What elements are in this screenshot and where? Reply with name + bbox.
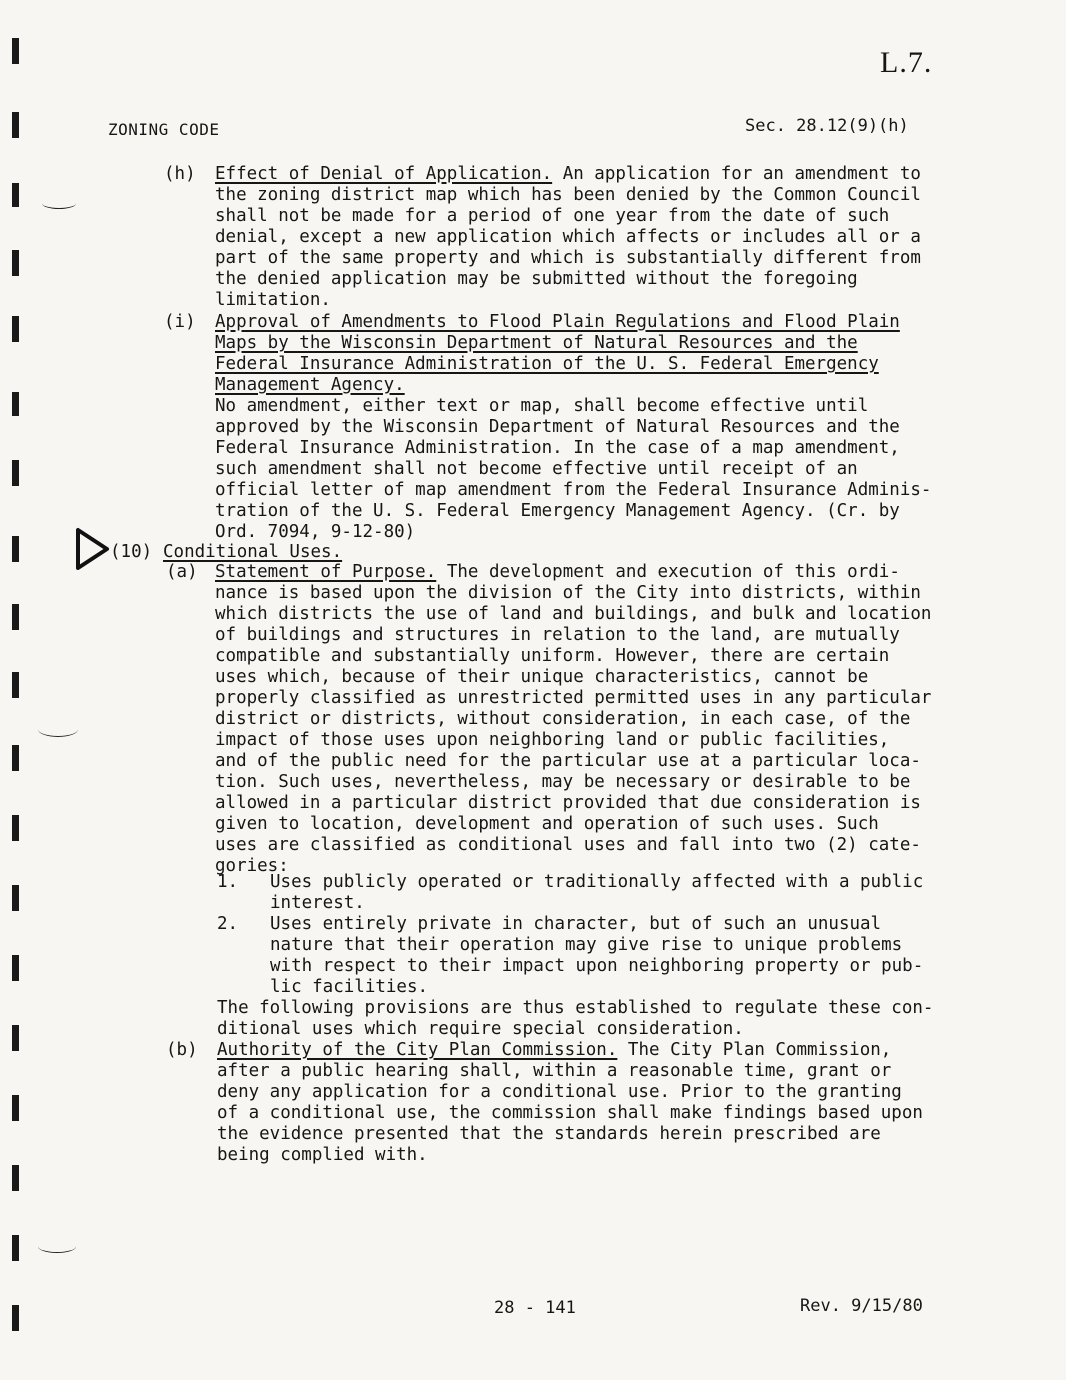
section-h-heading: Effect of Denial of Application.	[215, 164, 553, 184]
body-text: being complied with.	[217, 1145, 428, 1165]
body-text: limitation.	[215, 290, 331, 310]
section-i-heading: Maps by the Wisconsin Department of Natural Resources and the	[215, 333, 858, 353]
body-text: uses which, because of their unique characteristics, cannot be	[215, 667, 869, 687]
body-text: The development and execution of this ordi-	[446, 562, 900, 582]
body-text: allowed in a particular district provided that due consideration is	[215, 793, 921, 813]
list-item-text: Uses entirely private in character, but of such an unusual	[270, 914, 882, 934]
body-text: compatible and substantially uniform. However, there are certain	[215, 646, 890, 666]
body-text: official letter of map amendment from the Federal Insurance Adminis-	[215, 480, 932, 500]
body-text: impact of those uses upon neighboring land or public facilities,	[215, 730, 890, 750]
body-text: Ord. 7094, 9-12-80)	[215, 522, 416, 542]
body-text: such amendment shall not become effective until receipt of an	[215, 459, 858, 479]
body-text: district or districts, without consideration, in each case, of the	[215, 709, 911, 729]
section-a-heading: Statement of Purpose.	[215, 562, 437, 582]
list-item-text: interest.	[270, 893, 365, 913]
section-b-label: (b)	[166, 1040, 198, 1060]
section-b-first-line	[217, 1040, 891, 1060]
pen-mark	[38, 722, 78, 737]
page-number: 28 - 141	[494, 1298, 576, 1318]
body-text: uses are classified as conditional uses and fall into two (2) cate-	[215, 835, 921, 855]
body-text: the zoning district map which has been denied by the Common Council	[215, 185, 921, 205]
body-text: of buildings and structures in relation to the land, are mutually	[215, 625, 900, 645]
body-text: shall not be made for a period of one year from the date of such	[215, 206, 890, 226]
section-h-first-line	[215, 164, 921, 184]
body-text: and of the public need for the particular use at a particular loca-	[215, 751, 921, 771]
section-i-heading: Federal Insurance Administration of the U. S. Federal Emergency	[215, 354, 879, 374]
section-10-heading: Conditional Uses.	[163, 542, 343, 562]
body-text: given to location, development and operation of such uses. Such	[215, 814, 879, 834]
body-text: Federal Insurance Administration. In the case of a map amendment,	[215, 438, 900, 458]
body-text: approved by the Wisconsin Department of Natural Resources and the	[215, 417, 900, 437]
list-item-text: with respect to their impact upon neighboring property or pub-	[270, 956, 924, 976]
body-text: of a conditional use, the commission shall make findings based upon	[217, 1103, 923, 1123]
body-text: deny any application for a conditional use. Prior to the granting	[217, 1082, 902, 1102]
body-text: the denied application may be submitted without the foregoing	[215, 269, 858, 289]
body-text: The City Plan Commission,	[627, 1040, 892, 1060]
section-h-label: (h)	[164, 164, 196, 184]
body-text: tion. Such uses, nevertheless, may be necessary or desirable to be	[215, 772, 911, 792]
section-a-label: (a)	[166, 562, 198, 582]
section-b-heading: Authority of the City Plan Commission.	[217, 1040, 618, 1060]
list-item-text: Uses publicly operated or traditionally affected with a public	[270, 872, 924, 892]
list-item-number: 2.	[217, 914, 239, 934]
section-i-heading: Management Agency.	[215, 375, 405, 395]
body-text: gories:	[215, 856, 289, 876]
running-header: ZONING CODE	[108, 120, 220, 139]
section-10-label: (10)	[110, 542, 153, 562]
section-i-label: (i)	[164, 312, 196, 332]
revision-date: Rev. 9/15/80	[800, 1296, 923, 1316]
body-text: No amendment, either text or map, shall become effective until	[215, 396, 869, 416]
body-text: The following provisions are thus established to regulate these con-	[217, 998, 934, 1018]
body-text: tration of the U. S. Federal Emergency Management Agency. (Cr. by	[215, 501, 900, 521]
body-text: which districts the use of land and buildings, and bulk and location	[215, 604, 932, 624]
list-item-number: 1.	[217, 872, 239, 892]
body-text: properly classified as unrestricted permitted uses in any particular	[215, 688, 932, 708]
body-text: An application for an amendment to	[562, 164, 921, 184]
body-text: the evidence presented that the standards herein prescribed are	[217, 1124, 881, 1144]
pen-mark	[38, 1240, 76, 1253]
pen-mark	[42, 198, 76, 209]
list-item-text: nature that their operation may give rise to unique problems	[270, 935, 903, 955]
body-text: part of the same property and which is substantially different from	[215, 248, 921, 268]
body-text: denial, except a new application which affects or includes all or a	[215, 227, 921, 247]
body-text: nance is based upon the division of the City into districts, within	[215, 583, 921, 603]
section-reference: Sec. 28.12(9)(h)	[745, 116, 909, 136]
body-text: ditional uses which require special consideration.	[217, 1019, 744, 1039]
body-text: after a public hearing shall, within a reasonable time, grant or	[217, 1061, 892, 1081]
revision-arrow-icon	[74, 526, 110, 572]
page-tab-label: L.7.	[880, 46, 933, 79]
list-item-text: lic facilities.	[270, 977, 429, 997]
section-i-heading: Approval of Amendments to Flood Plain Regulations and Flood Plain	[215, 312, 900, 332]
section-a-first-line	[215, 562, 900, 582]
